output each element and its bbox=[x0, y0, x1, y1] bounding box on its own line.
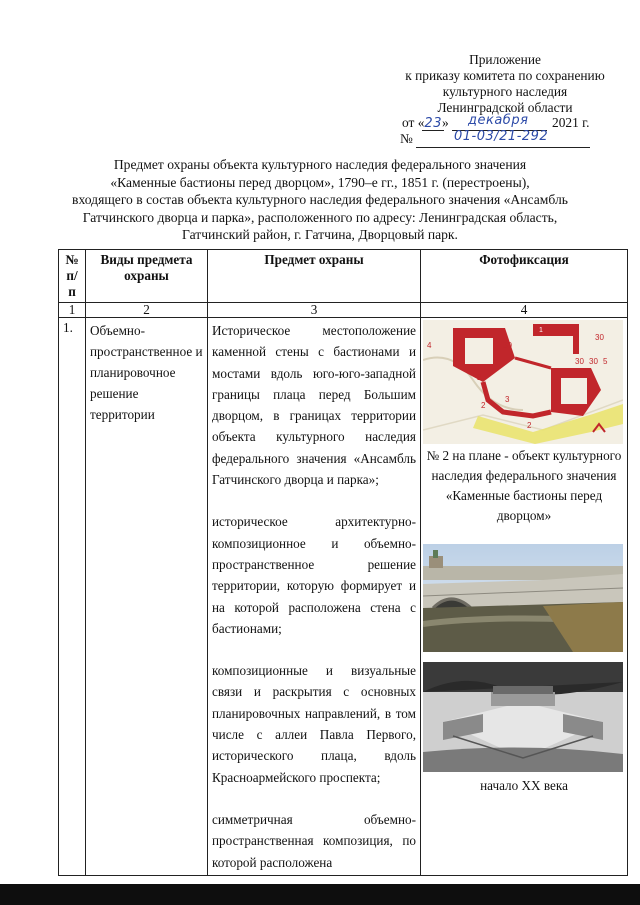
historical-photo-caption: начало XX века bbox=[480, 778, 568, 793]
table-header-row bbox=[59, 250, 628, 303]
subject-paragraph: историческое архитектурно-композиционное и объемно-пространственное решение территории, которую формирует и на которой расположена стена с бастионами; bbox=[212, 514, 416, 636]
header-number: № п/п bbox=[59, 250, 86, 303]
date-year: 2021 г. bbox=[552, 115, 590, 130]
map-label: 3 bbox=[505, 395, 510, 404]
header-kind: Виды предмета охраны bbox=[86, 250, 208, 303]
row-photos bbox=[421, 318, 628, 876]
plan-caption: № 2 на плане - объект культурного наследия федерального значения «Каменные бастионы перед дворцом» bbox=[426, 448, 622, 523]
scan-bottom-edge bbox=[0, 884, 640, 905]
map-label: 2 bbox=[481, 401, 486, 410]
map-label: 4 bbox=[427, 341, 432, 350]
title-line: входящего в состав объекта культурного наследия федерального значения «Ансамбль bbox=[72, 192, 568, 207]
number-prefix: № bbox=[400, 131, 413, 146]
number-underline bbox=[416, 147, 590, 148]
row-subject bbox=[208, 318, 421, 876]
date-month-handwritten: декабря bbox=[468, 113, 529, 128]
appendix-line: Ленинградской области bbox=[437, 100, 573, 115]
map-label: 30 bbox=[589, 357, 598, 366]
plan-map-image bbox=[423, 320, 623, 444]
date-day-handwritten: 23 bbox=[424, 116, 442, 131]
appendix-line: к приказу комитета по сохранению bbox=[405, 68, 605, 83]
date-prefix: от « bbox=[402, 115, 425, 130]
map-label: 30 bbox=[503, 341, 512, 350]
column-number: 3 bbox=[208, 303, 421, 318]
row-number: 1. bbox=[59, 318, 86, 876]
appendix-line: Приложение bbox=[469, 52, 541, 67]
bastion-photo bbox=[423, 544, 623, 652]
subject-paragraph: Историческое местоположение каменной стены с бастионами и мостами вдоль юго-юго-западной границы плаца перед Большим дворцом, в границах территории объекта культурного наследия федерального значения «Ансамбль Гатчинского дворца и парка»; bbox=[212, 323, 416, 488]
date-day-underline bbox=[422, 130, 444, 131]
subject-paragraph: композиционные и визуальные связи и раскрытия с основных планировочных направлений, в том числе с аллеи Павла Первого, исторического плаца, вдоль Красноармейского проспекта; bbox=[212, 663, 416, 785]
map-label: 5 bbox=[603, 357, 608, 366]
map-label: 30 bbox=[575, 357, 584, 366]
column-number: 4 bbox=[421, 303, 628, 318]
header-subject: Предмет охраны bbox=[208, 250, 421, 303]
column-number: 2 bbox=[86, 303, 208, 318]
protection-subject-table bbox=[58, 249, 628, 876]
table-row bbox=[59, 318, 628, 876]
title-line: Гатчинского дворца и парка», расположенного по адресу: Ленинградская область, bbox=[82, 209, 558, 225]
date-mid: » bbox=[441, 115, 449, 130]
document-title bbox=[60, 156, 580, 244]
number-handwritten: 01-03/21-292 bbox=[454, 129, 549, 144]
historical-photo bbox=[423, 662, 623, 772]
map-label: 2 bbox=[477, 373, 482, 382]
header-photo: Фотофиксация bbox=[421, 250, 628, 303]
appendix-block bbox=[380, 52, 630, 116]
row-kind: Объемно-пространственное и планировочное решение территории bbox=[86, 318, 208, 876]
subject-paragraph: симметричная объемно-пространственная композиция, по которой расположена bbox=[212, 811, 416, 870]
title-line: Предмет охраны объекта культурного наследия федерального значения bbox=[113, 157, 527, 172]
column-number: 1 bbox=[59, 303, 86, 318]
map-label: 30 bbox=[595, 333, 604, 342]
map-label: 1 bbox=[539, 327, 543, 334]
column-number-row bbox=[59, 303, 628, 318]
date-line bbox=[402, 115, 449, 131]
title-line: Гатчинский район, г. Гатчина, Дворцовый парк. bbox=[182, 227, 458, 242]
appendix-line: культурного наследия bbox=[442, 84, 568, 99]
title-line: «Каменные бастионы перед дворцом», 1790–е гг., 1851 г. (перестроены), bbox=[110, 174, 530, 190]
map-label: 2 bbox=[527, 421, 532, 430]
